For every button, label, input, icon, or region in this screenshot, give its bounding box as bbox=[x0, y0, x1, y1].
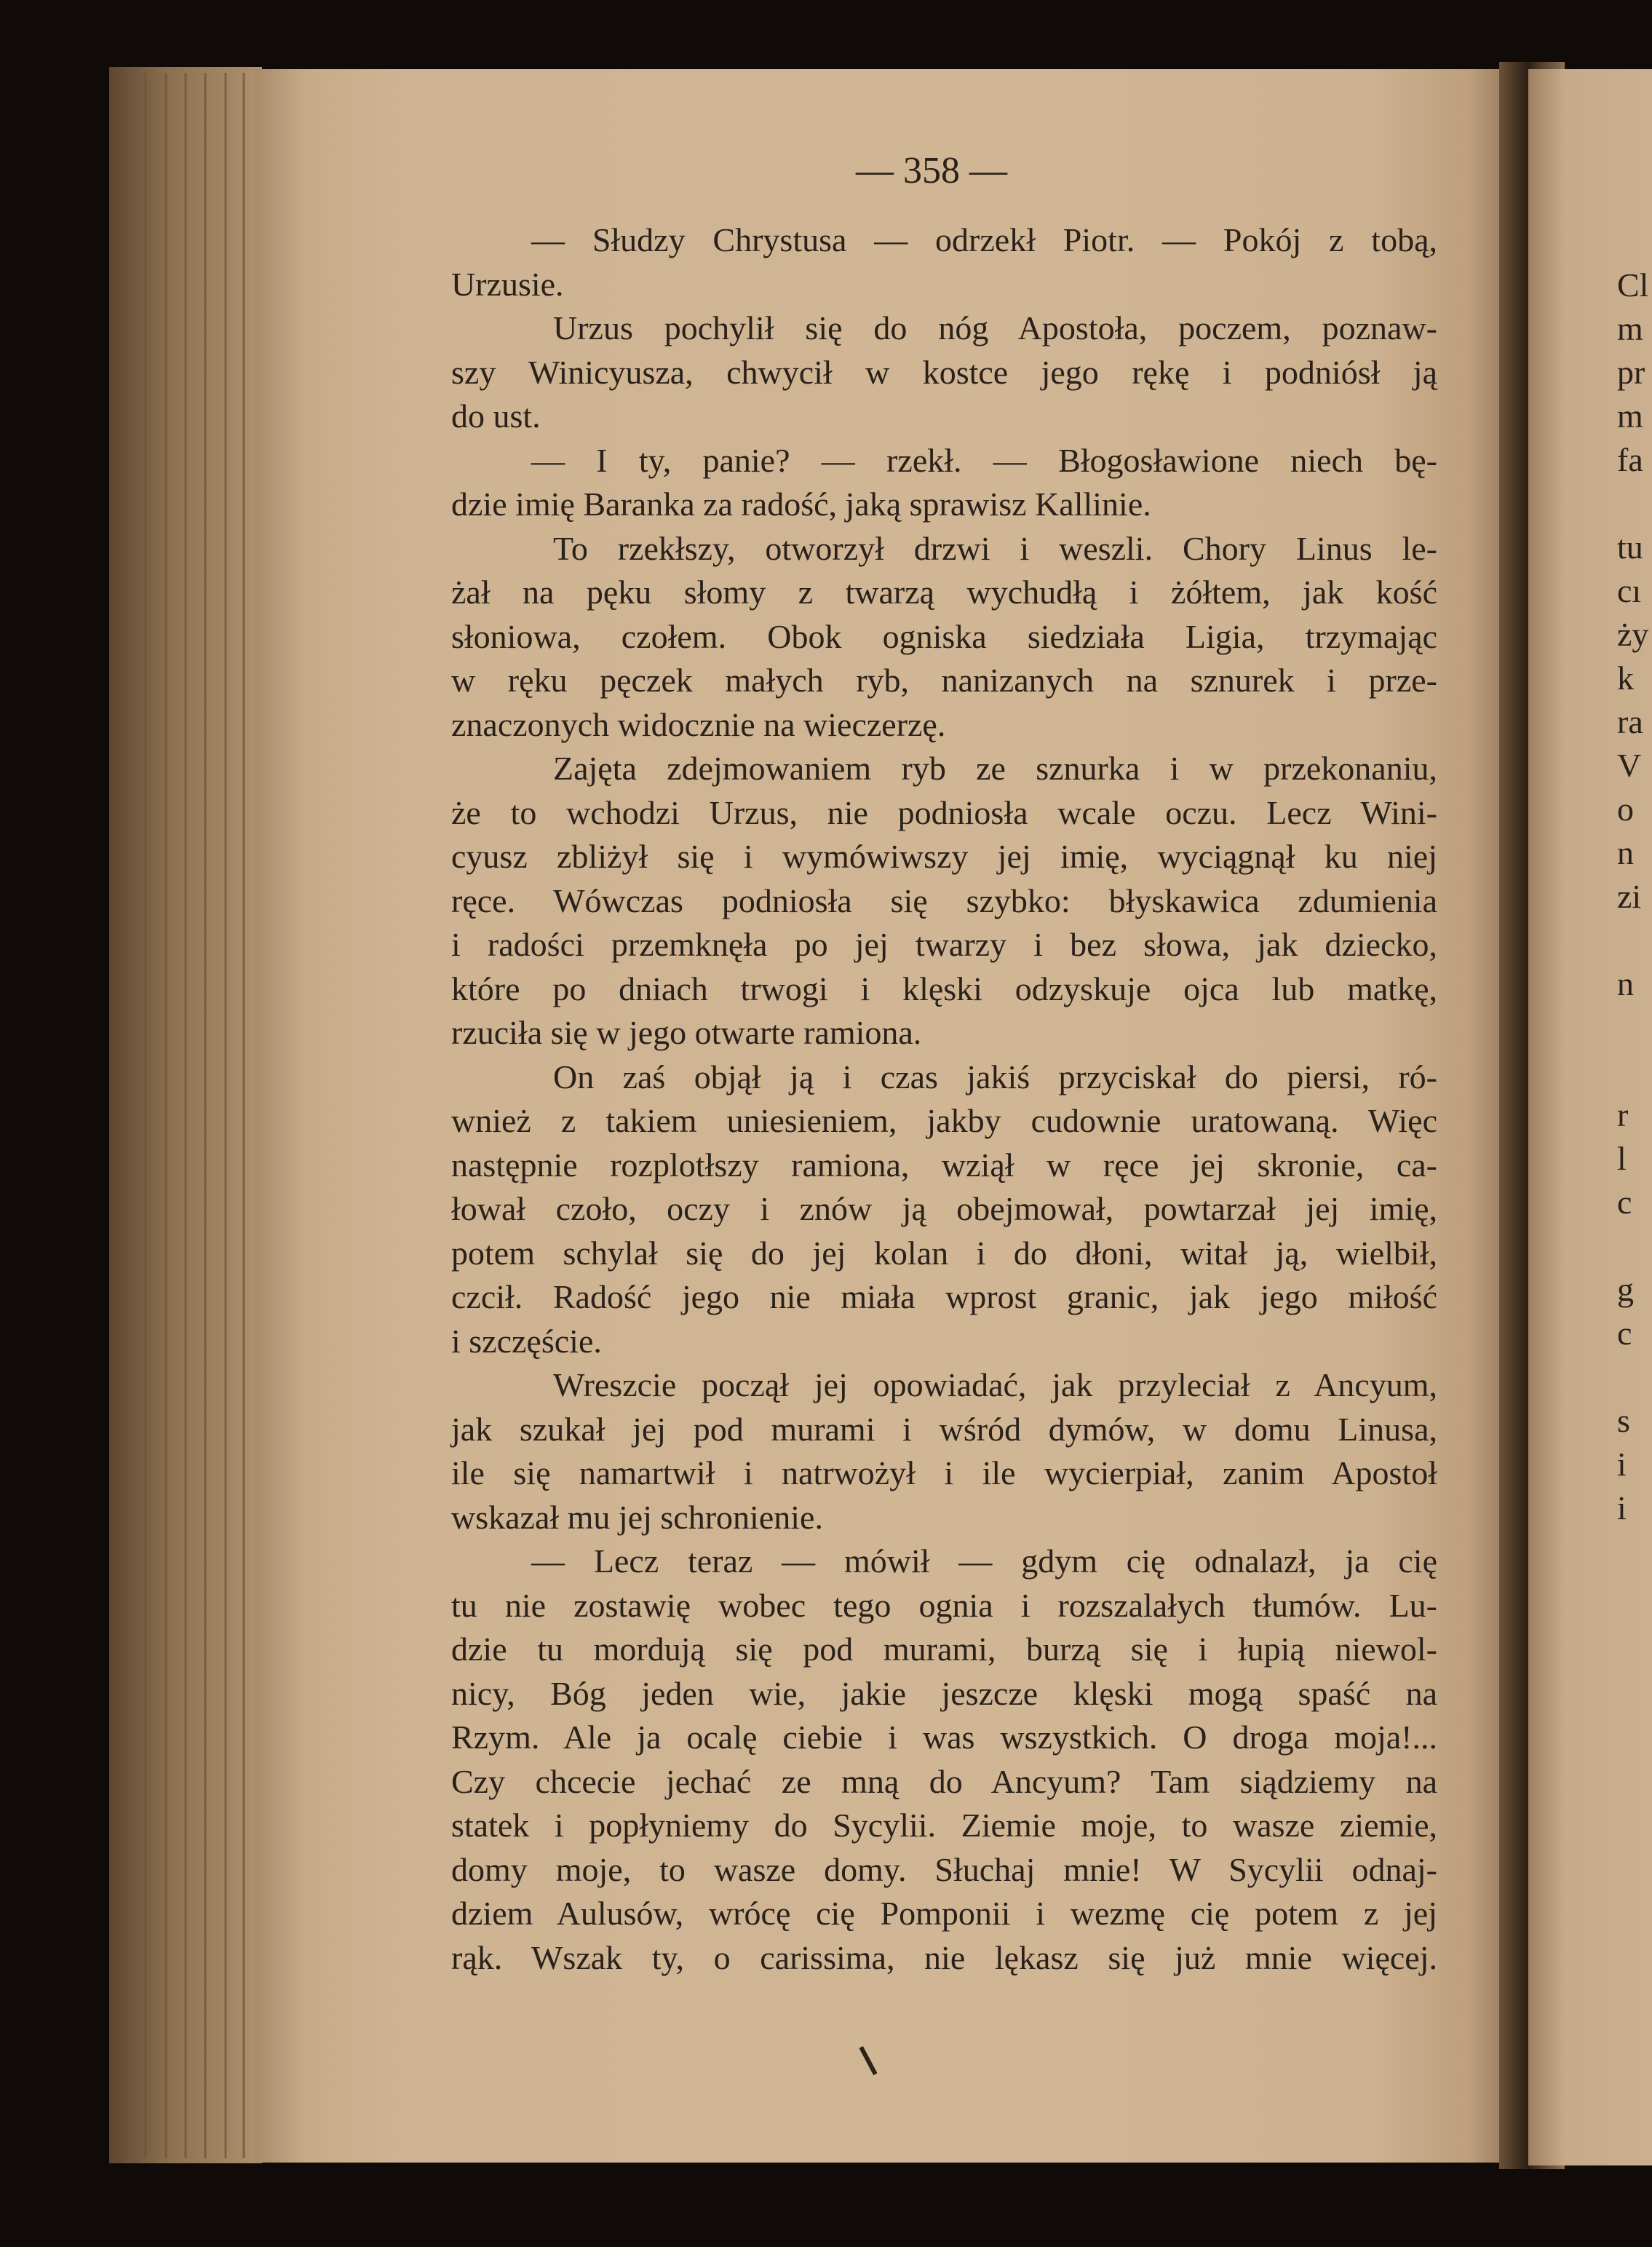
margin-fragment: r bbox=[1617, 1096, 1629, 1133]
text-line: Rzym. Ale ja ocalę ciebie i was wszystkich. O droga moja!... bbox=[451, 1719, 1437, 1756]
text-line: do ust. bbox=[451, 397, 541, 435]
text-line: następnie rozplotłszy ramiona, wziął w ręce jej skronie, ca- bbox=[451, 1146, 1437, 1184]
text-line: dzie tu mordują się pod murami, burzą się i łupią niewol- bbox=[451, 1630, 1437, 1668]
text-line: — Lecz teraz — mówił — gdym cię odnalazł, ja cię bbox=[531, 1542, 1437, 1580]
body-text bbox=[451, 218, 1437, 1980]
text-line: Wreszcie począł jej opowiadać, jak przyleciał z Ancyum, bbox=[553, 1366, 1437, 1403]
text-line: jak szukał jej pod murami i wśród dymów, w domu Linusa, bbox=[451, 1410, 1437, 1448]
margin-fragment: g bbox=[1617, 1271, 1634, 1308]
text-line: Zajęta zdejmowaniem ryb ze sznurka i w przekonaniu, bbox=[553, 750, 1437, 787]
text-line: słoniowa, czołem. Obok ogniska siedziała Ligia, trzymając bbox=[451, 617, 1437, 655]
text-line: łował czoło, oczy i znów ją obejmował, powtarzał jej imię, bbox=[451, 1190, 1437, 1227]
margin-fragment: fa bbox=[1617, 441, 1643, 478]
page-number: — 358 — bbox=[856, 150, 1007, 191]
text-line: rąk. Wszak ty, o carissima, nie lękasz się już mnie więcej. bbox=[451, 1938, 1437, 1976]
text-line: które po dniach trwogi i klęski odzyskuje ojca lub matkę, bbox=[451, 970, 1437, 1007]
margin-fragment: ra bbox=[1617, 703, 1643, 740]
text-line: w ręku pęczek małych ryb, nanizanych na sznurek i prze- bbox=[451, 662, 1437, 699]
text-line: potem schylał się do jej kolan i do dłoni, witał ją, wielbił, bbox=[451, 1234, 1437, 1272]
text-line: żał na pęku słomy z twarzą wychudłą i żółtem, jak kość bbox=[451, 574, 1437, 611]
text-line: On zaś objął ją i czas jakiś przyciskał do piersi, ró- bbox=[553, 1058, 1437, 1095]
text-line: domy moje, to wasze domy. Słuchaj mnie! W Sycylii odnaj- bbox=[451, 1850, 1437, 1888]
text-line: dzie imię Baranka za radość, jaką sprawisz Kallinie. bbox=[451, 486, 1151, 523]
text-line: Czy chcecie jechać ze mną do Ancyum? Tam siądziemy na bbox=[451, 1762, 1437, 1800]
margin-fragment: ży bbox=[1617, 616, 1649, 653]
text-line: cyusz zbliżył się i wymówiwszy jej imię, wyciągnął ku niej bbox=[451, 838, 1437, 875]
text-line: Urzus pochylił się do nóg Apostoła, poczem, poznaw- bbox=[553, 309, 1437, 346]
margin-fragment: pr bbox=[1617, 354, 1645, 391]
text-line: — Słudzy Chrystusa — odrzekł Piotr. — Pokój z tobą, bbox=[531, 221, 1437, 258]
text-line: czcił. Radość jego nie miała wprost granic, jak jego miłość bbox=[451, 1278, 1437, 1315]
margin-fragment: m bbox=[1617, 310, 1643, 347]
text-line: tu nie zostawię wobec tego ognia i rozszalałych tłumów. Lu- bbox=[451, 1586, 1437, 1624]
text-line: i radości przemknęła po jej twarzy i bez słowa, jak dziecko, bbox=[451, 926, 1437, 963]
margin-fragment: c bbox=[1617, 1315, 1632, 1352]
margin-fragment: cı bbox=[1617, 572, 1642, 609]
text-line: ręce. Wówczas podniosła się szybko: błyskawica zdumienia bbox=[451, 881, 1437, 919]
text-line: wskazał mu jej schronienie. bbox=[451, 1498, 823, 1536]
margin-fragment: k bbox=[1617, 659, 1634, 697]
margin-fragment: zi bbox=[1617, 878, 1642, 915]
text-line: — I ty, panie? — rzekł. — Błogosławione niech bę- bbox=[531, 441, 1437, 479]
text-line: nicy, Bóg jeden wie, jakie jeszcze klęski mogą spaść na bbox=[451, 1674, 1437, 1712]
text-line: i szczęście. bbox=[451, 1322, 602, 1360]
text-line: znaczonych widocznie na wieczerzę. bbox=[451, 705, 946, 743]
text-line: ile się namartwił i natrwożył i ile wycierpiał, zanim Apostoł bbox=[451, 1454, 1437, 1491]
margin-fragment: m bbox=[1617, 397, 1643, 435]
margin-fragment: s bbox=[1617, 1402, 1630, 1439]
margin-fragment: n bbox=[1617, 965, 1634, 1002]
text-line: Urzusie. bbox=[451, 265, 564, 303]
margin-fragment: i bbox=[1617, 1446, 1627, 1483]
text-line: szy Winicyusza, chwycił w kostce jego rękę i podniósł ją bbox=[451, 353, 1437, 391]
margin-fragment: i bbox=[1617, 1489, 1627, 1526]
margin-fragment: o bbox=[1617, 790, 1634, 828]
text-line: wnież z takiem uniesieniem, jakby cudownie uratowaną. Więc bbox=[451, 1102, 1437, 1139]
text-line: że to wchodzi Urzus, nie podniosła wcale oczu. Lecz Wini- bbox=[451, 793, 1437, 831]
margin-fragment: c bbox=[1617, 1184, 1632, 1221]
text-line: dziem Aulusów, wrócę cię Pomponii i wezmę cię potem z jej bbox=[451, 1895, 1437, 1932]
margin-fragment: n bbox=[1617, 834, 1634, 871]
margin-fragment: l bbox=[1617, 1140, 1627, 1177]
text-line: statek i popłyniemy do Sycylii. Ziemie moje, to wasze ziemie, bbox=[451, 1807, 1437, 1844]
text-line: To rzekłszy, otworzył drzwi i weszli. Chory Linus le- bbox=[553, 529, 1437, 567]
margin-fragment: Cl bbox=[1617, 266, 1649, 304]
text-line: rzuciła się w jego otwarte ramiona. bbox=[451, 1014, 922, 1051]
margin-fragment: V bbox=[1617, 747, 1642, 784]
margin-fragment: tu bbox=[1617, 528, 1643, 566]
